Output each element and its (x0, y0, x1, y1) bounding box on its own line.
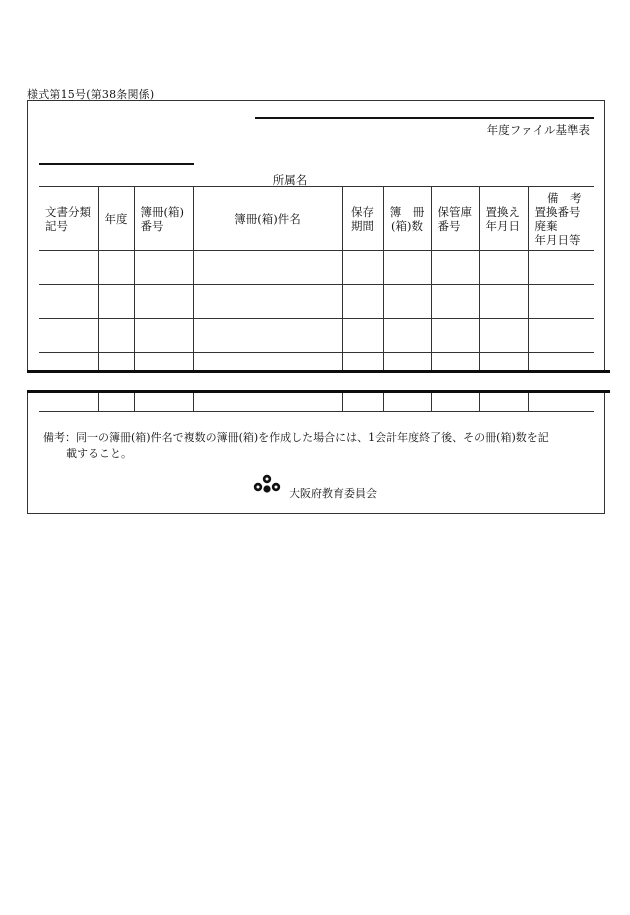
header-year (98, 187, 134, 251)
table-cell[interactable] (431, 251, 479, 285)
header-remarks (528, 187, 594, 251)
table-cell[interactable] (134, 393, 193, 412)
table-cell[interactable] (479, 285, 528, 319)
table-cell[interactable] (98, 319, 134, 353)
header-text: 年度 (104, 211, 128, 226)
table-cell[interactable] (383, 285, 431, 319)
break-line-top (27, 370, 610, 373)
table-cell[interactable] (193, 393, 342, 412)
table-cell[interactable] (39, 319, 98, 353)
table-cell[interactable] (431, 319, 479, 353)
table-cell[interactable] (193, 285, 342, 319)
table-cell[interactable] (39, 393, 98, 412)
table-cell[interactable] (431, 393, 479, 412)
header-text: 期間 (351, 218, 374, 233)
header-text: 番号 (140, 218, 164, 233)
table-cell[interactable] (479, 319, 528, 353)
table-cell[interactable] (383, 393, 431, 412)
table-cell[interactable] (431, 285, 479, 319)
table-row[interactable] (39, 319, 594, 353)
remarks-note (43, 430, 603, 461)
department-label: 所属名 (272, 173, 308, 187)
header-text: 簿冊(箱) (140, 204, 184, 219)
header-volume-count (383, 187, 431, 251)
table-row[interactable] (39, 393, 594, 412)
header-text: 記号 (45, 218, 68, 233)
header-text: 廃棄 (534, 218, 558, 233)
table-cell[interactable] (528, 319, 594, 353)
header-retention-period (342, 187, 383, 251)
note-line-2: 載すること。 (66, 446, 132, 460)
header-text: 保管庫 (437, 204, 472, 219)
file-standard-table-continued (39, 393, 594, 412)
header-replacement-date (479, 187, 528, 251)
table-cell[interactable] (431, 353, 479, 371)
table-cell[interactable] (193, 319, 342, 353)
table-cell[interactable] (134, 319, 193, 353)
table-cell[interactable] (342, 285, 383, 319)
header-text: 保存 (351, 204, 374, 219)
table-cell[interactable] (479, 393, 528, 412)
header-text: 年月日 (485, 218, 520, 233)
table-cell[interactable] (342, 393, 383, 412)
table-row[interactable] (39, 285, 594, 319)
table-cell[interactable] (39, 353, 98, 371)
header-text: (箱)数 (391, 218, 423, 233)
note-line-1: 備考：同一の簿冊(箱)件名で複数の簿冊(箱)を作成した場合には、1会計年度終了後、その冊(箱)数を記 (43, 431, 549, 444)
table-cell[interactable] (98, 353, 134, 371)
table-header-row (39, 187, 594, 251)
header-classification-code (39, 187, 98, 251)
table-cell[interactable] (383, 251, 431, 285)
header-text: 文書分類 (45, 204, 91, 219)
osaka-board-seal-icon (252, 474, 282, 494)
table-cell[interactable] (134, 251, 193, 285)
table-cell[interactable] (342, 251, 383, 285)
header-text: 置換番号 (534, 204, 581, 219)
department-name-line[interactable] (39, 163, 194, 165)
table-cell[interactable] (193, 353, 342, 371)
header-storage-number (431, 187, 479, 251)
header-text: 年月日等 (534, 232, 581, 247)
header-text: 番号 (437, 218, 461, 233)
table-cell[interactable] (98, 393, 134, 412)
table-cell[interactable] (479, 353, 528, 371)
table-cell[interactable] (528, 285, 594, 319)
table-continuation-break (27, 370, 610, 393)
table-cell[interactable] (342, 319, 383, 353)
table-cell[interactable] (342, 353, 383, 371)
table-cell[interactable] (98, 251, 134, 285)
table-cell[interactable] (39, 285, 98, 319)
table-cell[interactable] (98, 285, 134, 319)
table-cell[interactable] (134, 285, 193, 319)
header-text: 置換え (485, 204, 520, 219)
table-cell[interactable] (528, 353, 594, 371)
table-cell[interactable] (528, 393, 594, 412)
table-cell[interactable] (39, 251, 98, 285)
issuer-name: 大阪府教育委員会 (289, 487, 377, 500)
header-volume-number (134, 187, 193, 251)
table-row[interactable] (39, 353, 594, 371)
file-standard-table (39, 186, 594, 370)
table-cell[interactable] (383, 319, 431, 353)
table-row[interactable] (39, 251, 594, 285)
form-number-label: 様式第15号(第38条関係) (27, 88, 155, 101)
form-title: 年度ファイル基準表 (486, 123, 590, 137)
table-cell[interactable] (479, 251, 528, 285)
header-text: 簿 冊 (389, 204, 425, 219)
header-text: 備 考 (547, 190, 582, 205)
header-text: 簿冊(箱)件名 (234, 211, 301, 226)
table-cell[interactable] (134, 353, 193, 371)
table-cell[interactable] (528, 251, 594, 285)
table-cell[interactable] (193, 251, 342, 285)
table-cell[interactable] (383, 353, 431, 371)
title-underline (255, 117, 594, 119)
header-volume-title (193, 187, 342, 251)
